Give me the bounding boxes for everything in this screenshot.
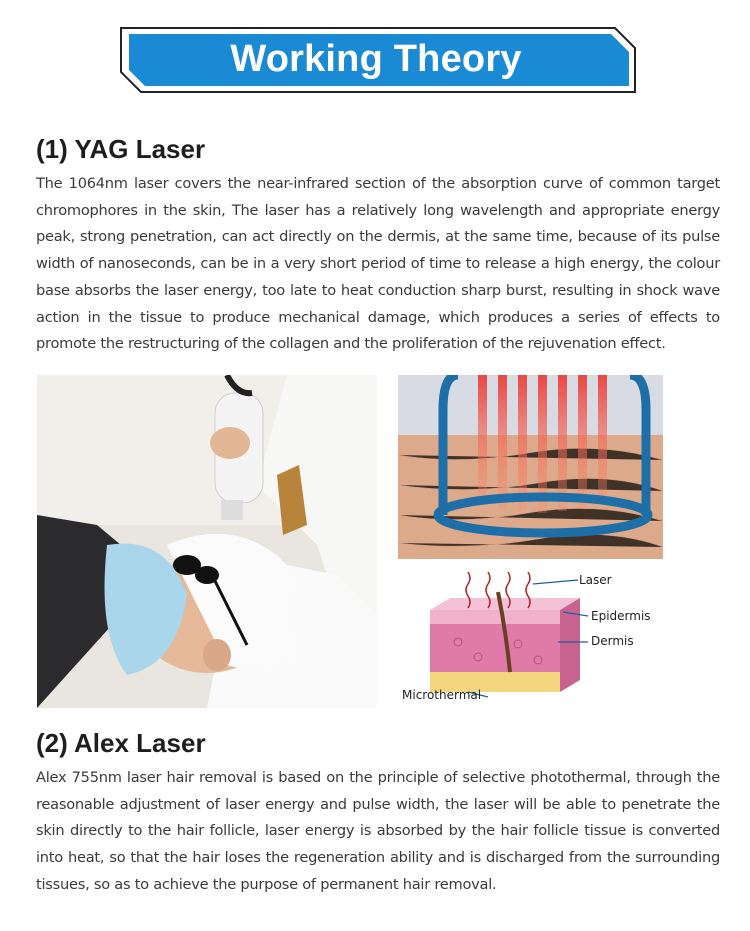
treatment-photo bbox=[37, 375, 377, 708]
section-heading-alex: (2) Alex Laser bbox=[36, 728, 206, 758]
title-banner bbox=[115, 26, 637, 94]
label-laser: Laser bbox=[579, 573, 612, 587]
section-heading-yag: (1) YAG Laser bbox=[36, 134, 206, 164]
label-microthermal: Microthermal bbox=[402, 688, 482, 702]
banner-title: Working Theory bbox=[230, 38, 522, 80]
label-epidermis: Epidermis bbox=[591, 609, 651, 623]
label-dermis: Dermis bbox=[591, 634, 634, 648]
section-body-yag: The 1064nm laser covers the near-infrared section of the absorption curve of common target chromophores in the skin, The laser has a relatively long wavelength and appropriate energy peak, strong penetration, can act directly on the dermis, at the same time, because of its pulse width of nanoseconds, can be in a very short period of time to release a high energy, the colour base absorbs the laser energy, too late to heat conduction sharp burst, resulting in shock wave action in the tissue to produce mechanical damage, which produces a series of effects to promote the restructuring of the collagen and the proliferation of the rejuvenation effect. bbox=[36, 175, 720, 353]
section-body-alex: Alex 755nm laser hair removal is based on the principle of selective photothermal, through the reasonable adjustment of laser energy and pulse width, the laser will be able to penetrate the skin directly to the hair follicle, laser energy is absorbed by the hair follicle tissue is converted into heat, so that the hair loses the regeneration ability and is discharged from the surrounding tissues, so as to achieve the purpose of permanent hair removal. bbox=[36, 769, 720, 893]
laser-beam-diagram bbox=[398, 375, 663, 559]
skin-layer-diagram bbox=[398, 572, 663, 708]
